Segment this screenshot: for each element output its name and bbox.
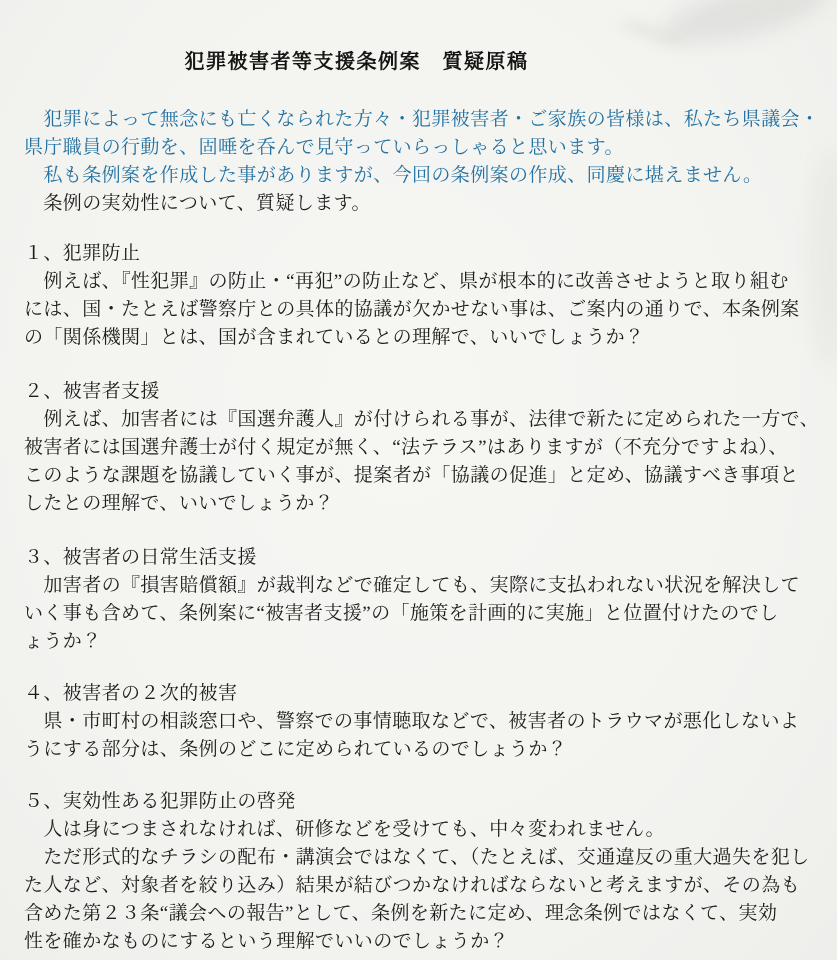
section-heading: ２、被害者支援 — [24, 381, 160, 402]
section-victim-support — [24, 378, 820, 518]
section-body-line: 性を確かなものにするという理解でいいのでしょうか？ — [24, 931, 510, 952]
section-body-line: このような課題を協議していく事が、提案者が「協議の促進」と定め、協議すべき事項と — [24, 465, 799, 486]
section-body-line: 被害者には国選弁護士が付く規定が無く、“法テラス”はありますが（不充分ですよね）、 — [24, 437, 788, 458]
section-body-line: ょうか？ — [24, 631, 102, 652]
section-body-line: には、国・たとえば警察庁との具体的協議が欠かせない事は、ご案内の通りで、本条例案 — [24, 299, 800, 320]
section-heading: ３、被害者の日常生活支援 — [24, 547, 257, 568]
section-daily-life-support — [24, 544, 801, 656]
intro-line: 犯罪によって無念にも亡くなられた方々・犯罪被害者・ご家族の皆様は、私たち県議会・ — [24, 109, 820, 130]
intro-closing-line: 条例の実効性について、質疑します。 — [24, 193, 371, 214]
document-title: 犯罪被害者等支援条例案 質疑原稿 — [184, 51, 529, 73]
section-body-line: 例えば、加害者には『国選弁護人』が付けられる事が、法律で新たに定められた一方で、 — [24, 409, 820, 430]
section-body-line: したとの理解で、いいでしょうか？ — [24, 493, 335, 514]
section-body-line: 含めた第２３条“議会への報告”として、条例を新たに定め、理念条例ではなくて、実効 — [24, 903, 778, 924]
section-body-line: の「関係機関」とは、国が含まれているとの理解で、いいでしょうか？ — [24, 327, 645, 348]
section-secondary-damage — [24, 680, 801, 764]
intro-line: 県庁職員の行動を、固唾を呑んで見守っていらっしゃると思います。 — [24, 137, 624, 158]
section-body-line: た人など、対象者を絞り込み）結果が結びつかなければならないと考えますが、その為も — [24, 875, 801, 896]
section-crime-prevention — [24, 240, 801, 352]
section-body-line: ただ形式的なチラシの配布・講演会ではなくて、（たとえば、交通違反の重大過失を犯し — [24, 847, 810, 868]
scan-smudge-top — [617, 16, 688, 51]
section-heading: ５、実効性ある犯罪防止の啓発 — [24, 791, 296, 812]
scan-smudge-right-edge — [811, 150, 837, 370]
section-heading: １、犯罪防止 — [24, 243, 141, 264]
section-body-line: 例えば、『性犯罪』の防止・“再犯”の防止など、県が根本的に改善させようと取り組む — [24, 271, 789, 292]
section-body-line: うにする部分は、条例のどこに定められているのでしょうか？ — [24, 739, 568, 760]
section-body-line: いく事も含めて、条例案に“被害者支援”の「施策を計画的に実施」と位置付けたのでし — [24, 603, 779, 624]
section-effective-awareness — [24, 788, 810, 956]
section-body-line: 県・市町村の相談窓口や、警察での事情聴取などで、被害者のトラウマが悪化しないよ — [24, 711, 800, 732]
intro-paragraph — [24, 106, 820, 218]
intro-line: 私も条例案を作成した事がありますが、今回の条例案の作成、同慶に堪えません。 — [24, 165, 763, 186]
section-body-line: 加害者の『損害賠償額』が裁判などで確定しても、実際に支払われない状況を解決して — [24, 575, 801, 596]
section-heading: ４、被害者の２次的被害 — [24, 683, 238, 704]
section-body-line: 人は身につまされなければ、研修などを受けても、中々変われません。 — [24, 819, 665, 840]
